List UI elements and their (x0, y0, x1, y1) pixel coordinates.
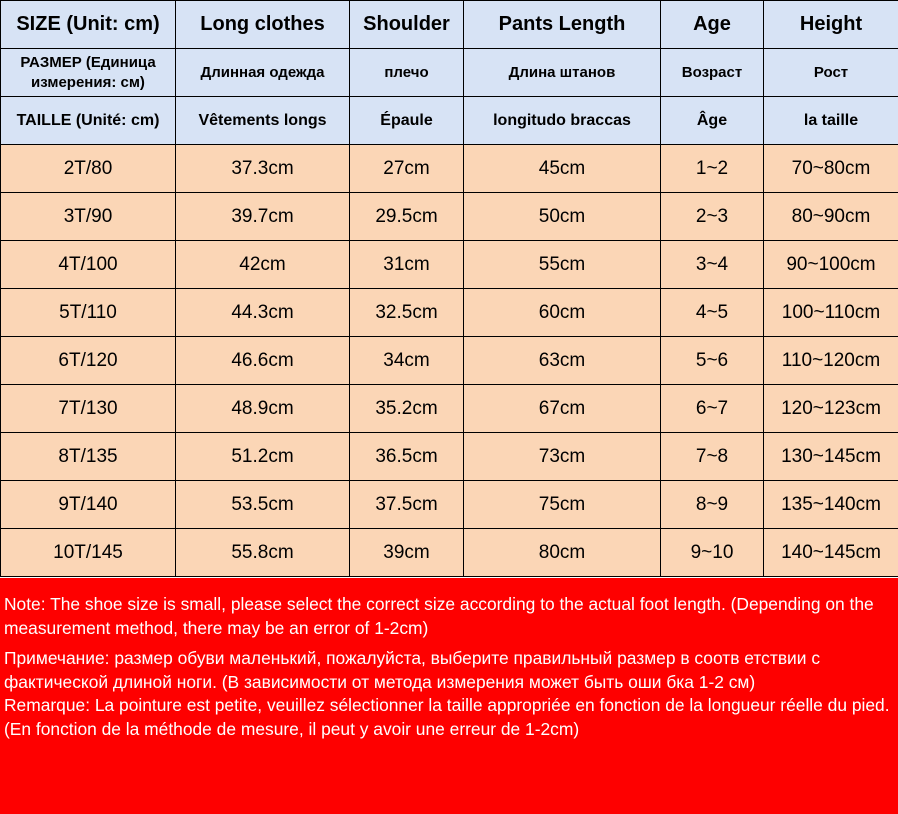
table-row (1, 193, 898, 241)
cell-long-clothes: 44.3cm (176, 289, 350, 337)
cell-long-clothes: 39.7cm (176, 193, 350, 241)
cell-pants-length: 45cm (464, 145, 661, 193)
header-age-fr: Âge (661, 97, 764, 145)
header-row-french (1, 97, 898, 145)
cell-height: 100~110cm (764, 289, 898, 337)
size-note-box (0, 578, 898, 814)
table-row (1, 289, 898, 337)
cell-shoulder: 36.5cm (350, 433, 464, 481)
cell-height: 135~140cm (764, 481, 898, 529)
cell-size: 6T/120 (1, 337, 176, 385)
header-row-russian (1, 49, 898, 97)
header-pants-length-ru: Длина штанов (464, 49, 661, 97)
cell-pants-length: 60cm (464, 289, 661, 337)
header-height-fr: la taille (764, 97, 898, 145)
header-long-clothes: Long clothes (176, 1, 350, 49)
cell-height: 120~123cm (764, 385, 898, 433)
cell-age: 2~3 (661, 193, 764, 241)
cell-shoulder: 35.2cm (350, 385, 464, 433)
header-shoulder-fr: Épaule (350, 97, 464, 145)
cell-pants-length: 75cm (464, 481, 661, 529)
cell-age: 5~6 (661, 337, 764, 385)
cell-shoulder: 37.5cm (350, 481, 464, 529)
header-height-ru: Рост (764, 49, 898, 97)
header-size: SIZE (Unit: cm) (1, 1, 176, 49)
header-pants-length-fr: longitudo braccas (464, 97, 661, 145)
cell-height: 80~90cm (764, 193, 898, 241)
cell-age: 8~9 (661, 481, 764, 529)
cell-pants-length: 80cm (464, 529, 661, 577)
cell-pants-length: 55cm (464, 241, 661, 289)
cell-shoulder: 34cm (350, 337, 464, 385)
header-long-clothes-fr: Vêtements longs (176, 97, 350, 145)
note-russian: Примечание: размер обуви маленький, пожалуйста, выберите правильный размер в соотв етствии с фактической длиной ноги. (В зависимости от метода измерения может быть оши бка 1-2 см) (4, 648, 821, 692)
cell-height: 130~145cm (764, 433, 898, 481)
cell-size: 9T/140 (1, 481, 176, 529)
cell-long-clothes: 37.3cm (176, 145, 350, 193)
header-size-fr: TAILLE (Unité: cm) (1, 97, 176, 145)
cell-age: 4~5 (661, 289, 764, 337)
cell-height: 70~80cm (764, 145, 898, 193)
cell-size: 4T/100 (1, 241, 176, 289)
cell-shoulder: 32.5cm (350, 289, 464, 337)
table-row (1, 529, 898, 577)
cell-size: 5T/110 (1, 289, 176, 337)
header-row-english (1, 1, 898, 49)
header-long-clothes-ru: Длинная одежда (176, 49, 350, 97)
header-shoulder: Shoulder (350, 1, 464, 49)
header-pants-length: Pants Length (464, 1, 661, 49)
cell-long-clothes: 46.6cm (176, 337, 350, 385)
cell-shoulder: 27cm (350, 145, 464, 193)
cell-pants-length: 63cm (464, 337, 661, 385)
header-age: Age (661, 1, 764, 49)
cell-long-clothes: 55.8cm (176, 529, 350, 577)
cell-size: 7T/130 (1, 385, 176, 433)
cell-age: 1~2 (661, 145, 764, 193)
cell-pants-length: 50cm (464, 193, 661, 241)
cell-height: 110~120cm (764, 337, 898, 385)
table-row (1, 145, 898, 193)
table-row (1, 241, 898, 289)
cell-size: 3T/90 (1, 193, 176, 241)
header-shoulder-ru: плечо (350, 49, 464, 97)
cell-age: 9~10 (661, 529, 764, 577)
cell-long-clothes: 48.9cm (176, 385, 350, 433)
cell-height: 140~145cm (764, 529, 898, 577)
cell-age: 7~8 (661, 433, 764, 481)
table-row (1, 385, 898, 433)
cell-shoulder: 39cm (350, 529, 464, 577)
table-row (1, 337, 898, 385)
cell-age: 6~7 (661, 385, 764, 433)
cell-age: 3~4 (661, 241, 764, 289)
note-french: Remarque: La pointure est petite, veuillez sélectionner la taille appropriée en fonction de la longueur réelle du pied. (En fonction de la méthode de mesure, il peut y avoir une erreur de 1-2cm) (4, 695, 890, 739)
cell-size: 2T/80 (1, 145, 176, 193)
cell-long-clothes: 51.2cm (176, 433, 350, 481)
cell-shoulder: 29.5cm (350, 193, 464, 241)
header-height: Height (764, 1, 898, 49)
table-row (1, 433, 898, 481)
cell-height: 90~100cm (764, 241, 898, 289)
cell-pants-length: 67cm (464, 385, 661, 433)
cell-size: 8T/135 (1, 433, 176, 481)
cell-long-clothes: 42cm (176, 241, 350, 289)
note-english: Note: The shoe size is small, please select the correct size according to the actual foot length. (Depending on the measurement method, there may be an error of 1-2cm) (4, 594, 874, 638)
cell-long-clothes: 53.5cm (176, 481, 350, 529)
table-row (1, 481, 898, 529)
header-size-ru: РАЗМЕР (Единица измерения: см) (1, 49, 176, 97)
cell-shoulder: 31cm (350, 241, 464, 289)
header-age-ru: Возраст (661, 49, 764, 97)
cell-pants-length: 73cm (464, 433, 661, 481)
cell-size: 10T/145 (1, 529, 176, 577)
